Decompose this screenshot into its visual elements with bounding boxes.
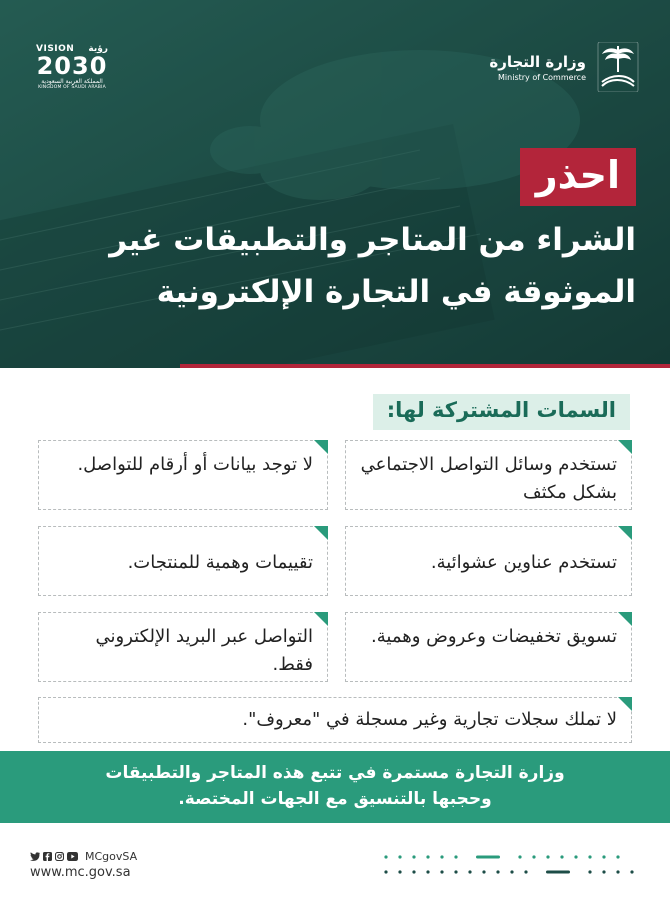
notice-line-2: وحجبها بالتنسيق مع الجهات المختصة.: [178, 789, 492, 809]
headline-line-1: الشراء من المتاجر والتطبيقات غير: [109, 222, 636, 258]
headline-line-2: الموثوقة في التجارة الإلكترونية: [156, 274, 636, 310]
palm-swords-emblem-icon: [596, 42, 640, 92]
decorative-dots: [380, 850, 640, 880]
feature-text: لا توجد بيانات أو أرقام للتواصل.: [77, 454, 313, 475]
vision-year: 2030: [36, 52, 108, 80]
vision-ar: رؤية: [88, 44, 108, 54]
feature-text: تستخدم عناوين عشوائية.: [430, 552, 617, 573]
vision-word: VISION: [36, 44, 75, 54]
kingdom-ar: المملكة العربية السعودية: [41, 78, 103, 85]
kingdom-en: KINGDOM OF SAUDI ARABIA: [38, 85, 106, 90]
feature-card: [345, 612, 632, 682]
feature-text: تستخدم وسائل التواصل الاجتماعي بشكل مكثف: [360, 454, 617, 503]
ministry-name-en: Ministry of Commerce: [498, 72, 586, 82]
corner-marker-icon: [618, 440, 632, 454]
feature-text: التواصل عبر البريد الإلكتروني فقط.: [95, 626, 313, 675]
feature-card: [345, 526, 632, 596]
ministry-logo: [489, 42, 640, 92]
youtube-icon[interactable]: [67, 852, 78, 861]
features-title-wrap: [373, 394, 630, 430]
notice-banner: [0, 751, 670, 823]
feature-text: لا تملك سجلات تجارية وغير مسجلة في "معروف".: [242, 709, 617, 730]
corner-marker-icon: [314, 612, 328, 626]
feature-card: [38, 440, 328, 510]
corner-marker-icon: [618, 697, 632, 711]
social-handle[interactable]: MCgovSA: [85, 850, 138, 863]
warning-label: احذر: [520, 148, 636, 206]
feature-card-wide: [38, 697, 632, 743]
website-link[interactable]: www.mc.gov.sa: [30, 865, 131, 880]
headline: [16, 214, 636, 318]
corner-marker-icon: [314, 440, 328, 454]
accent-bar: [180, 364, 670, 368]
corner-marker-icon: [314, 526, 328, 540]
vision-2030-logo: [36, 44, 108, 90]
corner-marker-icon: [618, 526, 632, 540]
hero-section: [0, 0, 670, 368]
feature-card: [38, 526, 328, 596]
twitter-icon[interactable]: [30, 852, 40, 861]
instagram-icon[interactable]: [55, 852, 64, 861]
features-title: السمات المشتركة لها:: [373, 394, 630, 430]
feature-card: [38, 612, 328, 682]
feature-card: [345, 440, 632, 510]
notice-line-1: وزارة التجارة مستمرة في تتبع هذه المتاجر والتطبيقات: [105, 763, 565, 783]
facebook-icon[interactable]: [43, 852, 52, 861]
feature-text: تقييمات وهمية للمنتجات.: [127, 552, 313, 573]
footer-contact: [30, 850, 137, 880]
feature-text: تسويق تخفيضات وعروض وهمية.: [371, 626, 617, 647]
corner-marker-icon: [618, 612, 632, 626]
ministry-name-ar: وزارة التجارة: [489, 52, 586, 71]
